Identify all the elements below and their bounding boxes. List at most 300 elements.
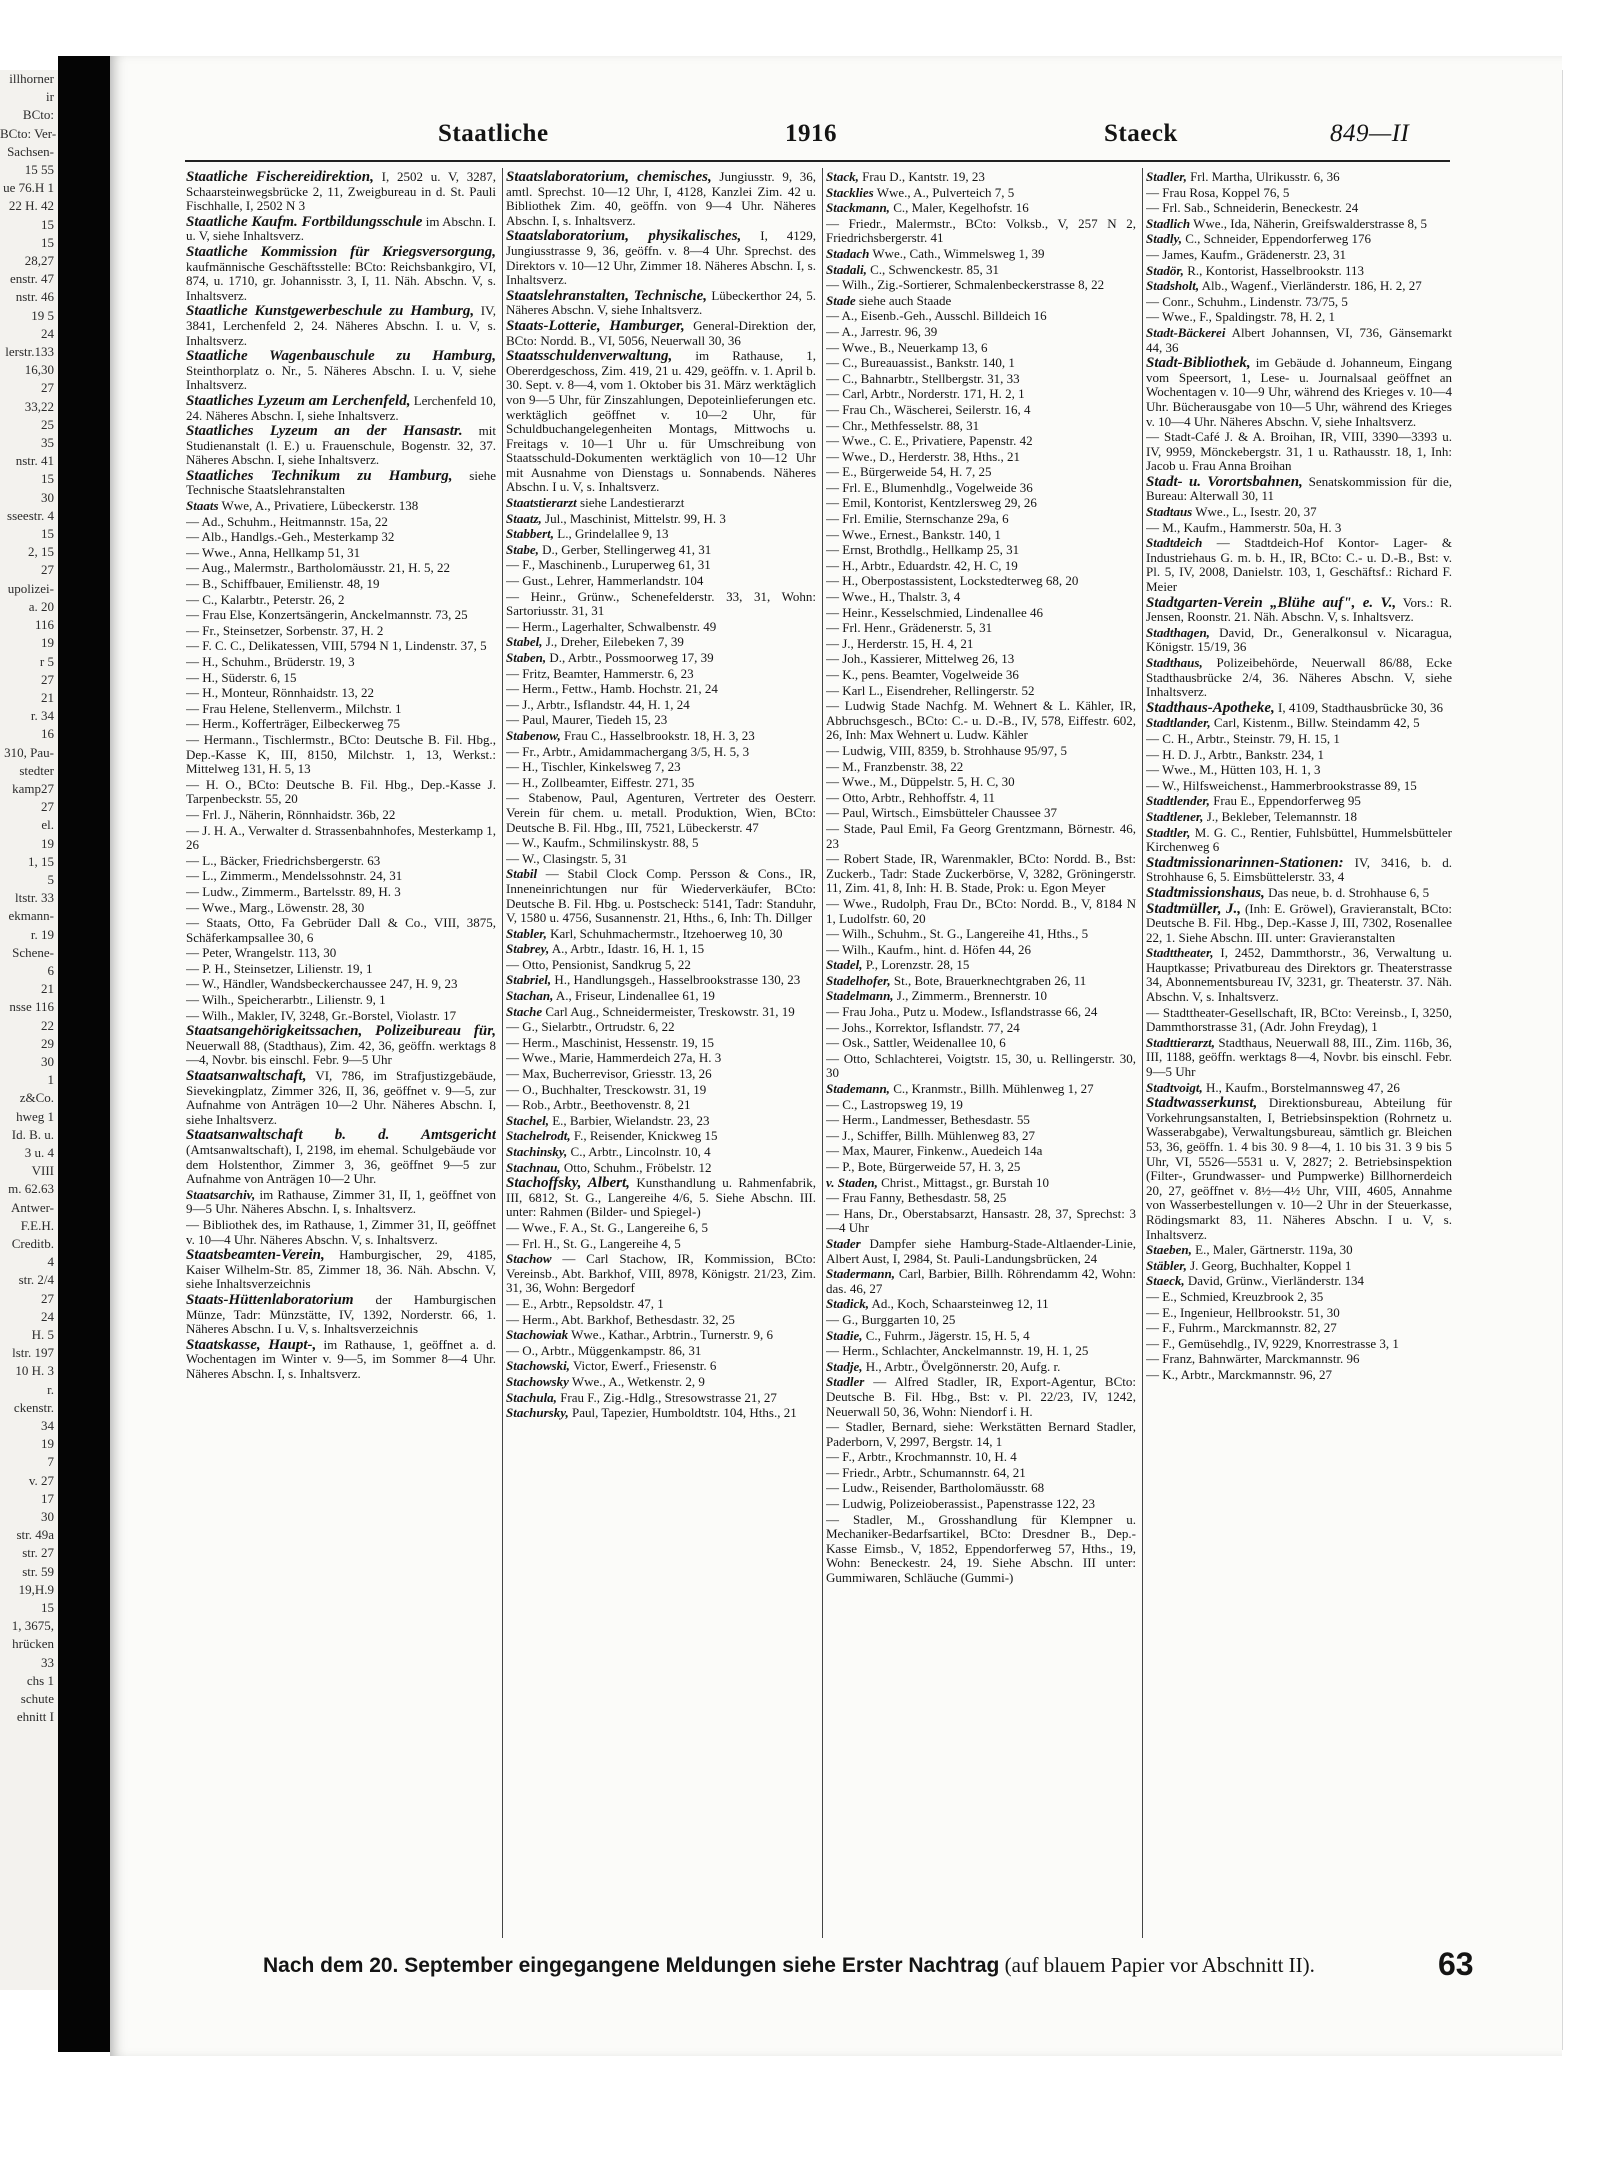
directory-entry <box>1146 656 1452 700</box>
entry-text: F., Reisender, Knickweg 15 <box>573 1128 718 1144</box>
directory-entry <box>186 1293 496 1337</box>
directory-entry <box>506 867 816 925</box>
left-page-fragment: 27 <box>41 671 54 687</box>
entry-keyword: v. Staden, <box>826 1174 878 1190</box>
left-page-fragment: F.E.H. <box>20 1217 54 1233</box>
entry-keyword: Stadtmissionshaus, <box>1146 884 1265 901</box>
entry-text: Victor, Ewerf., Friesenstr. 6 <box>572 1358 717 1374</box>
directory-entry <box>506 836 816 851</box>
entry-text: siehe auch Staade <box>858 292 952 308</box>
column-4 <box>1146 170 1452 1940</box>
entry-text: H., Arbtr., Övelgönnerstr. 20, Aufg. r. <box>865 1358 1061 1374</box>
entry-text: — Emil, Kontorist, Kentzlersweg 29, 26 <box>826 495 1037 511</box>
left-page-fragment: 19 <box>41 635 54 651</box>
entry-keyword: Stadlich <box>1146 215 1191 231</box>
entry-keyword: Stadler, <box>1146 170 1187 184</box>
directory-entry <box>186 778 496 807</box>
left-page-fragment: 27 <box>41 380 54 396</box>
entry-text: — Ludwig, VIII, 8359, b. Strohhause 95/97, 5 <box>826 742 1067 758</box>
entry-text: — Frl. Emilie, Sternschanze 29a, 6 <box>826 511 1009 527</box>
entry-text: J., Bekleber, Telemannstr. 18 <box>1206 808 1358 824</box>
entry-text: — K., Arbtr., Marckmannstr. 96, 27 <box>1146 1366 1332 1382</box>
left-page-fragment: 16 <box>41 726 54 742</box>
directory-entry <box>1146 264 1452 279</box>
left-page-fragment: 21 <box>41 981 54 997</box>
entry-text: Albert Johannsen, VI, 736, Gänsemarkt 44, 36 <box>1146 324 1452 355</box>
left-page-fragment: upolizei- <box>7 580 54 596</box>
entry-text: — A., Eisenb.-Geh., Ausschl. Billdeich 16 <box>826 308 1047 324</box>
directory-entry <box>506 791 816 835</box>
entry-text: — J. H. A., Verwalter d. Strassenbahnhofes, Mesterkamp 1, 26 <box>186 822 496 853</box>
entry-text: — H., Monteur, Rönnhaidstr. 13, 22 <box>186 685 374 701</box>
left-page-fragment: schute <box>20 1691 54 1707</box>
entry-text: Wwe., Ida, Näherin, Greifswalderstrasse 8, 5 <box>1193 215 1428 231</box>
left-page-fragment: 33 <box>41 1654 54 1670</box>
left-page-fragment: stedter <box>19 762 54 778</box>
entry-text: — Wwe., Ernest., Bankstr. 140, 1 <box>826 526 1001 542</box>
left-page-fragment: 27 <box>41 799 54 815</box>
directory-entry <box>826 419 1136 434</box>
entry-text: — James, Kaufm., Grädenerstr. 23, 31 <box>1146 246 1347 262</box>
entry-keyword: Staatsanwaltschaft b. d. Amtsgericht <box>186 1127 496 1144</box>
directory-entry <box>826 170 1136 185</box>
directory-entry <box>506 745 816 760</box>
left-page-fragment: ckenstr. <box>13 1399 54 1415</box>
left-page-fragment: 28,27 <box>24 253 54 269</box>
directory-entry <box>1146 856 1452 885</box>
entry-text: — Peter, Wrangelstr. 113, 30 <box>186 945 337 961</box>
entry-text: — Stadt-Café J. & A. Broihan, IR, VIII, 3390—3393 u. IV, 9959, Mönckebergstr. 31, 1 u. Rathausstr. 18, 1, Inh: Jacob u. Frau Anna Broihan <box>1146 429 1452 474</box>
left-page-fragment: 16,30 <box>24 362 54 378</box>
directory-entry <box>826 1113 1136 1128</box>
entry-text: — Otto, Pensionist, Sandkrug 5, 22 <box>506 956 691 972</box>
directory-entry <box>506 1020 816 1035</box>
entry-text: I, 4129, Jungiusstrasse 9, 36, geöffn. v. 8—4 Uhr. Sprechst. des Direktors v. 10—12 Uhr, Zimmer 18. Näheres Abschn. I, s. Inhaltsverz. <box>506 228 816 288</box>
entry-text: I, 2452, Dammthorstr., 36, Verwaltung u. Hauptkasse; Privatbureau des Direktors gr. Theaterstrasse 34, Abonnementsbureau IV, 3231, gr. Theaterstr. 37. Näh. Abschn. V, s. Inhaltsverz. <box>1146 945 1452 1005</box>
entry-text: — Herm., Lagerhalter, Schwalbenstr. 49 <box>506 618 717 634</box>
left-page-fragment: Id. B. u. <box>11 1126 54 1142</box>
entry-text: — J., Schiffer, Billh. Mühlenweg 83, 27 <box>826 1127 1036 1143</box>
page-number: 63 <box>1438 1946 1474 1982</box>
entry-text: E., Barbier, Wielandstr. 23, 23 <box>552 1112 710 1128</box>
directory-entry <box>826 684 1136 699</box>
directory-entry <box>186 854 496 869</box>
directory-entry <box>1146 716 1452 731</box>
directory-entry <box>1146 626 1452 655</box>
entry-keyword: Stachelrodt, <box>506 1128 571 1144</box>
header-rule <box>185 160 1450 162</box>
entry-text: — Carl Stachow, IR, Kommission, BCto: Vereinsb., Abt. Barkhof, VIII, 8978, Königstr. 21/23, Zim. 31, 36, Wohn: Bergedorf <box>506 1251 816 1296</box>
entry-text: — Heinr., Kesselschmied, Lindenallee 46 <box>826 604 1043 620</box>
entry-text: — Frl. H., St. G., Langereihe 4, 5 <box>506 1235 681 1251</box>
directory-entry <box>506 973 816 988</box>
left-page-fragment: hweg 1 <box>16 1108 54 1124</box>
entry-text: — E., Arbtr., Repsoldstr. 47, 1 <box>506 1295 664 1311</box>
entry-text: Wwe, A., Privatiere, Lübeckerstr. 138 <box>221 498 419 514</box>
directory-entry <box>1146 748 1452 763</box>
left-page-fragment: 15 55 <box>24 162 54 178</box>
entry-text: — Karl L., Eisendreher, Rellingerstr. 52 <box>826 682 1035 698</box>
entry-keyword: Staatliche Kaufm. Fortbildungsschule <box>186 213 423 230</box>
entry-text: — Herm., Abt. Barkhof, Bethesdastr. 32, 25 <box>506 1311 735 1327</box>
entry-keyword: Staatsbeamten-Verein, <box>186 1247 325 1264</box>
entry-keyword: Stabenow, <box>506 727 561 743</box>
entry-text: — C., Bureauassist., Bankstr. 140, 1 <box>826 355 1015 371</box>
directory-entry <box>1146 217 1452 232</box>
directory-entry <box>506 667 816 682</box>
column-1 <box>186 170 496 1940</box>
entry-keyword: Stadtaus <box>1146 504 1193 520</box>
directory-entry <box>1146 1096 1452 1242</box>
entry-text: — Franz, Bahnwärter, Marckmannstr. 96 <box>1146 1351 1360 1367</box>
entry-text: — Ad., Schuhm., Heitmannstr. 15a, 22 <box>186 513 388 529</box>
directory-entry <box>826 247 1136 262</box>
entry-text: im Gebäude d. Johanneum, Eingang vom Speersort, 1, Lese- u. Journalsaal geöffnet an Wochentagen v. 10—9 Uhr, während des Krieges v. 10—4 Uhr. Bücherausgabe von 10—5 Uhr, während des Krieges v. 10—4 Uhr. Näheres Abschn. V, siehe Inhaltsverz. <box>1146 355 1452 429</box>
left-page-fragment: 4 <box>47 1254 54 1270</box>
directory-entry <box>506 1051 816 1066</box>
directory-entry <box>826 1375 1136 1419</box>
entry-keyword: Stadermann, <box>826 1266 895 1282</box>
left-page-fragment: 17 <box>41 1490 54 1506</box>
left-page-fragment: v. 27 <box>28 1472 54 1488</box>
entry-text: Carl, Barbier, Billh. Röhrendamm 42, Wohn: das. 46, 27 <box>826 1266 1136 1296</box>
directory-entry <box>826 1082 1136 1097</box>
entry-keyword: Stadttierarzt, <box>1146 1034 1215 1050</box>
entry-text: — Friedr., Malermstr., BCto: Volksb., V, 257 N 2, Friedrichsbergerstr. 41 <box>826 215 1136 246</box>
directory-entry <box>186 1024 496 1068</box>
directory-entry <box>1146 1243 1452 1258</box>
entry-text: — F., Arbtr., Krochmannstr. 10, H. 4 <box>826 1449 1017 1465</box>
left-page-fragment: 30 <box>41 1509 54 1525</box>
directory-entry <box>186 671 496 686</box>
directory-entry <box>186 993 496 1008</box>
entry-text: — L., Bäcker, Friedrichsbergerstr. 63 <box>186 852 381 868</box>
entry-text: — Herm., Schlachter, Anckelmannstr. 19, H. 1, 25 <box>826 1343 1089 1359</box>
left-page-fragment: 19 <box>41 835 54 851</box>
entry-text: — Fritz, Beamter, Hammerstr. 6, 23 <box>506 665 694 681</box>
left-page-fragment: 5 <box>47 871 54 887</box>
entry-text: — Stadtdeich-Hof Kontor- Lager- & Industriehaus G. m. b. H., IR, BCto: C.- u. D.-B., Bst: v. Pl. 5, IV, 2008, Danielstr. 103, 1, Geschäftsf.: Richard F. Meier <box>1146 535 1452 595</box>
directory-entry <box>506 1083 816 1098</box>
entry-keyword: Stachowsky <box>506 1373 569 1389</box>
left-page-fragment: ir <box>46 89 54 105</box>
left-page-fragment: nsse 116 <box>9 999 54 1015</box>
directory-entry <box>506 558 816 573</box>
left-page-fragment: kamp27 <box>12 780 54 796</box>
entry-text: — Frau Joha., Putz u. Modew., Isflandstrasse 66, 24 <box>826 1004 1098 1020</box>
directory-entry <box>1146 170 1452 185</box>
entry-keyword: Staats-Lotterie, Hamburger, <box>506 317 685 334</box>
entry-keyword: Stadtmissionarinnen-Stationen: <box>1146 854 1344 871</box>
directory-entry <box>826 465 1136 480</box>
entry-text: — Frl. Henr., Grädenerstr. 5, 31 <box>826 620 993 636</box>
directory-entry <box>506 958 816 973</box>
left-page-fragment: 15 <box>41 234 54 250</box>
directory-entry <box>826 309 1136 324</box>
entry-keyword: Stadtwasserkunst, <box>1146 1095 1258 1112</box>
entry-text: — O., Arbtr., Müggenkampstr. 86, 31 <box>506 1342 702 1358</box>
directory-entry <box>826 1098 1136 1113</box>
directory-entry <box>826 989 1136 1004</box>
entry-text: Lübeckerthor 24, 5. Näheres Abschn. V, siehe Inhaltsverz. <box>506 287 816 318</box>
page-label: 849—II <box>1330 120 1410 147</box>
entry-text: — Wilh., Kaufm., hint. d. Höfen 44, 26 <box>826 941 1032 957</box>
left-page-fragment: a. 20 <box>28 598 54 614</box>
directory-entry <box>1146 279 1452 294</box>
entry-keyword: Staatz, <box>506 510 542 526</box>
entry-text: siehe Landestierarzt <box>580 495 685 511</box>
entry-text: C., Schneider, Eppendorferweg 176 <box>1185 231 1372 247</box>
entry-text: St., Bote, Brauerknechtgraben 26, 11 <box>893 972 1087 988</box>
entry-text: — Max, Bucherrevisor, Griesstr. 13, 26 <box>506 1066 712 1082</box>
directory-entry <box>1146 1036 1452 1080</box>
left-page-fragment: 22 <box>41 1017 54 1033</box>
directory-entry <box>506 1145 816 1160</box>
directory-entry <box>1146 946 1452 1004</box>
left-page-fragment: 15 <box>41 1600 54 1616</box>
directory-entry <box>826 637 1136 652</box>
directory-entry <box>506 852 816 867</box>
directory-entry <box>186 1128 496 1186</box>
directory-entry <box>826 1420 1136 1449</box>
directory-entry <box>826 1497 1136 1512</box>
entry-text: Neuerwall 88, (Stadthaus), Zim. 42, 36, geöffn. werktags 8—4, Novbr. bis einschl. Febr. 9—5 Uhr <box>186 1037 496 1068</box>
directory-entry <box>826 590 1136 605</box>
directory-entry <box>186 499 496 514</box>
directory-entry <box>506 776 816 791</box>
left-page-fragment: 25 <box>41 416 54 432</box>
entry-keyword: Stadtlander, <box>1146 715 1211 731</box>
entry-text: I, 4109, Stadthausbrücke 30, 36 <box>1278 699 1444 715</box>
entry-text: Frau F., Zig.-Hdlg., Stresowstrasse 21, 27 <box>560 1389 777 1405</box>
left-page-fragment: 30 <box>41 1053 54 1069</box>
directory-entry <box>186 824 496 853</box>
entry-text: — Stade, Paul Emil, Fa Georg Grentzmann, Börnestr. 46, 23 <box>826 820 1136 851</box>
entry-text: — Johs., Korrektor, Isflandstr. 77, 24 <box>826 1019 1020 1035</box>
directory-entry <box>506 1067 816 1082</box>
entry-text: — Rob., Arbtr., Beethovenstr. 8, 21 <box>506 1097 691 1113</box>
left-page-fragment: 30 <box>41 489 54 505</box>
entry-text: — Osk., Sattler, Weidenallee 10, 6 <box>826 1035 1006 1051</box>
directory-entry <box>506 229 816 287</box>
entry-text: C., Maler, Kegelhofstr. 16 <box>893 200 1029 216</box>
entry-text: IV, 3841, Lerchenfeld 2, 24. Näheres Abschn. I. u. V, s. Inhaltsverz. <box>186 303 496 348</box>
entry-keyword: Staatliches Technikum zu Hamburg, <box>186 467 453 484</box>
entry-text: — Gust., Lehrer, Hammerlandstr. 104 <box>506 573 704 589</box>
entry-text: Wwe., L., Isestr. 20, 37 <box>1195 504 1317 520</box>
entry-keyword: Staatliches Lyzeum an der Hansastr. <box>186 423 463 440</box>
entry-text: — Herm., Kofferträger, Eilbeckerweg 75 <box>186 716 401 732</box>
left-page-fragment: 1, 3675, <box>11 1618 54 1634</box>
entry-text: General-Direktion der, BCto: Nordd. B., VI, 5056, Neuerwall 30, 36 <box>506 317 816 348</box>
left-page-fragment: m. 62.63 <box>8 1181 54 1197</box>
entry-text: — Chr., Methfesselstr. 88, 31 <box>826 417 980 433</box>
left-page-edge <box>0 70 58 1990</box>
left-page-fragment: 35 <box>41 435 54 451</box>
directory-entry <box>1146 536 1452 594</box>
left-page-fragment: Sachsen- <box>7 143 54 159</box>
entry-text: D., Gerber, Stellingerweg 41, 31 <box>542 541 712 557</box>
directory-entry <box>1146 505 1452 520</box>
directory-entry <box>506 989 816 1004</box>
directory-entry <box>826 559 1136 574</box>
left-page-fragment: 24 <box>41 1308 54 1324</box>
left-page-fragment: lstr. 197 <box>12 1345 54 1361</box>
directory-entry <box>826 1297 1136 1312</box>
entry-text: — Staats, Otto, Fa Gebrüder Dall & Co., VIII, 3875, Schäferkampsallee 30, 6 <box>186 915 496 945</box>
entry-text: — H., Tischler, Kinkelsweg 7, 23 <box>506 759 681 775</box>
entry-text: Frl. Martha, Ulrikusstr. 6, 36 <box>1190 170 1340 184</box>
entry-text: — Aug., Malermstr., Bartholomäusstr. 21, H. 5, 22 <box>186 560 450 576</box>
directory-entry <box>186 1338 496 1382</box>
entry-keyword: Stachula, <box>506 1389 557 1405</box>
left-page-fragment: 7 <box>47 1454 54 1470</box>
directory-entry <box>186 885 496 900</box>
entry-text: — Heinr., Grünw., Schenefelderstr. 33, 31, Wohn: Sartoriusstr. 31, 31 <box>506 588 816 619</box>
directory-entry <box>826 1360 1136 1375</box>
entry-text: im Rathause, 1, geöffnet a. d. Wochentagen im Winter v. 9—5, im Sommer 8—4 Uhr. Näheres Abschn. I, s. Inhaltsverz. <box>186 1336 496 1381</box>
entry-text: J. Georg, Buchhalter, Koppel 1 <box>1190 1257 1352 1273</box>
left-page-fragment: H. 5 <box>31 1327 54 1343</box>
entry-text: — Bibliothek des, im Rathause, 1, Zimmer 31, II, geöffnet v. 10—4 Uhr. Näheres Abschn. V, s. Inhaltsverz. <box>186 1216 496 1247</box>
directory-entry <box>506 1114 816 1129</box>
entry-keyword: Staatliche Wagenbauschule zu Hamburg, <box>186 348 496 365</box>
directory-entry <box>1146 186 1452 201</box>
left-page-fragment: el. <box>41 817 54 833</box>
directory-entry <box>826 791 1136 806</box>
entry-text: C., Kranmstr., Billh. Mühlenweg 1, 27 <box>893 1081 1094 1097</box>
directory-entry <box>506 1161 816 1176</box>
directory-entry <box>506 1406 816 1421</box>
entry-text: Carl, Kistenm., Billw. Steindamm 42, 5 <box>1213 715 1420 731</box>
running-head-year: 1916 <box>785 120 837 147</box>
entry-text: J., Dreher, Eilebeken 7, 39 <box>545 634 684 650</box>
directory-entry <box>826 668 1136 683</box>
directory-entry <box>186 304 496 348</box>
entry-text: — Wilh., Zig.-Sortierer, Schmalenbeckerstrasse 8, 22 <box>826 277 1105 293</box>
directory-entry <box>506 590 816 619</box>
directory-entry <box>826 1021 1136 1036</box>
entry-text: C., Schwenckestr. 85, 31 <box>870 261 999 277</box>
entry-keyword: Stachowiak <box>506 1327 569 1343</box>
left-page-fragment: 33,22 <box>24 398 54 414</box>
directory-entry <box>1146 810 1452 825</box>
entry-keyword: Stade <box>826 292 856 308</box>
entry-text: — Stadttheater-Gesellschaft, IR, BCto: Vereinsb., I, 3250, Dammthorstrasse 31, (Adr. John Freydag), 1 <box>1146 1004 1452 1035</box>
directory-entry <box>186 1218 496 1247</box>
entry-keyword: Stabil <box>506 866 538 882</box>
directory-entry <box>1146 232 1452 247</box>
directory-entry <box>506 698 816 713</box>
entry-keyword: Stadtgarten-Verein „Blühe auf", e. V., <box>1146 594 1397 611</box>
entry-text: — Wwe., C. E., Privatiere, Papenstr. 42 <box>826 433 1033 449</box>
directory-entry <box>826 760 1136 775</box>
entry-text: Stadthaus, Neuerwall 88, III., Zim. 116b, 36, III, 1188, geöffn. werktags 8—4, Novbr. bis einschl. Febr. 9—5 Uhr <box>1146 1034 1452 1080</box>
directory-entry <box>826 434 1136 449</box>
left-page-fragment: str. 27 <box>22 1545 54 1561</box>
column-2 <box>506 170 816 1940</box>
entry-keyword: Stadie, <box>826 1327 863 1343</box>
directory-entry <box>826 186 1136 201</box>
column-separator <box>502 168 503 1938</box>
running-head-left: Staatliche <box>438 120 549 147</box>
directory-entry <box>1146 201 1452 216</box>
entry-text: Frau E., Eppendorferweg 95 <box>1213 793 1361 809</box>
directory-entry <box>826 528 1136 543</box>
directory-entry <box>826 496 1136 511</box>
entry-keyword: Stader <box>826 1235 861 1251</box>
entry-keyword: Staatsanwaltschaft, <box>186 1068 307 1085</box>
directory-entry <box>186 546 496 561</box>
directory-entry <box>506 1098 816 1113</box>
directory-entry <box>826 1207 1136 1236</box>
directory-entry <box>826 543 1136 558</box>
entry-text: — Stabil Clock Comp. Persson & Cons., IR, Inneneinrichtungen nur für Wiederverkäufer, BCto: Deutsche B. Fil. Hbg. u. Postscheck: 5141, Tadr: Standuhr, V, 1580 u. 4756, Susannenstr. 21, Hths., 6, Inh: Th. Dillger <box>506 866 816 926</box>
entry-keyword: Stabriel, <box>506 972 552 988</box>
entry-text: L., Grindelallee 9, 13 <box>557 526 669 542</box>
entry-keyword: Stadt- u. Vorortsbahnen, <box>1146 473 1303 490</box>
entry-text: — H., Arbtr., Eduardstr. 42, H. C, 19 <box>826 557 1018 573</box>
entry-text: — W., Clasingstr. 5, 31 <box>506 850 628 866</box>
entry-keyword: Staatskasse, Haupt-, <box>186 1336 317 1353</box>
entry-keyword: Stachursky, <box>506 1405 569 1421</box>
directory-entry <box>826 1160 1136 1175</box>
directory-entry <box>506 635 816 650</box>
directory-entry <box>826 481 1136 496</box>
directory-entry <box>826 1129 1136 1144</box>
directory-entry <box>1146 763 1452 778</box>
left-page-fragment: 29 <box>41 1035 54 1051</box>
entry-text: — P. H., Steinsetzer, Lilienstr. 19, 1 <box>186 960 373 976</box>
entry-text: Kunsthandlung u. Rahmenfabrik, III, 6812, St. G., Langereihe 4/6, 5. Siehe Abschn. III. unter: Rahmen (Bilder- und Spiegel-) <box>506 1175 816 1220</box>
directory-entry <box>1146 430 1452 474</box>
entry-keyword: Staben, <box>506 650 547 665</box>
left-page-fragment: r. 19 <box>30 926 54 942</box>
running-head-right: Staeck <box>1104 120 1178 147</box>
entry-text: Karl, Schuhmachermstr., Itzehoerweg 10, 30 <box>550 925 783 941</box>
entry-text: — C., Bahnarbtr., Stellbergstr. 31, 33 <box>826 370 1020 386</box>
entry-text: — P., Bote, Bürgerweide 57, H. 3, 25 <box>826 1159 1021 1174</box>
directory-entry <box>186 962 496 977</box>
entry-keyword: Stachinsky, <box>506 1144 568 1159</box>
entry-keyword: Staatsschuldenverwaltung, <box>506 348 673 365</box>
entry-text: — F., Maschinenb., Luruperweg 61, 31 <box>506 557 711 573</box>
directory-entry <box>826 1481 1136 1496</box>
left-page-fragment: str. 49a <box>16 1527 54 1543</box>
left-page-fragment: 1, 15 <box>28 853 54 869</box>
left-page-fragment: 19,H.9 <box>18 1581 54 1597</box>
entry-text: Christ., Mittagst., gr. Burstah 10 <box>881 1174 1050 1190</box>
entry-text: J., Zimmerm., Brennerstr. 10 <box>896 988 1047 1004</box>
directory-entry <box>826 1267 1136 1296</box>
supplement-note <box>263 1953 1443 1978</box>
directory-entry <box>186 530 496 545</box>
entry-keyword: Stadt-Bibliothek, <box>1146 355 1251 372</box>
book-binding-gutter <box>58 56 110 2052</box>
left-page-fragment: z&Co. <box>19 1090 54 1106</box>
entry-text: — Ludwig, Polizeioberassist., Papenstrasse 122, 23 <box>826 1496 1095 1512</box>
entry-text: — Frl. Sab., Schneiderin, Beneckestr. 24 <box>1146 200 1359 216</box>
entry-text: — M., Franzbenstr. 38, 22 <box>826 758 964 774</box>
entry-keyword: Stadelhofer, <box>826 972 891 988</box>
directory-entry <box>826 822 1136 851</box>
left-page-fragment: 22 H. 42 <box>8 198 54 214</box>
directory-entry <box>1146 701 1452 716</box>
directory-entry <box>186 349 496 393</box>
entry-text: Das neue, b. d. Strohhause 6, 5 <box>1268 884 1430 900</box>
directory-entry <box>186 424 496 468</box>
directory-entry <box>826 1344 1136 1359</box>
